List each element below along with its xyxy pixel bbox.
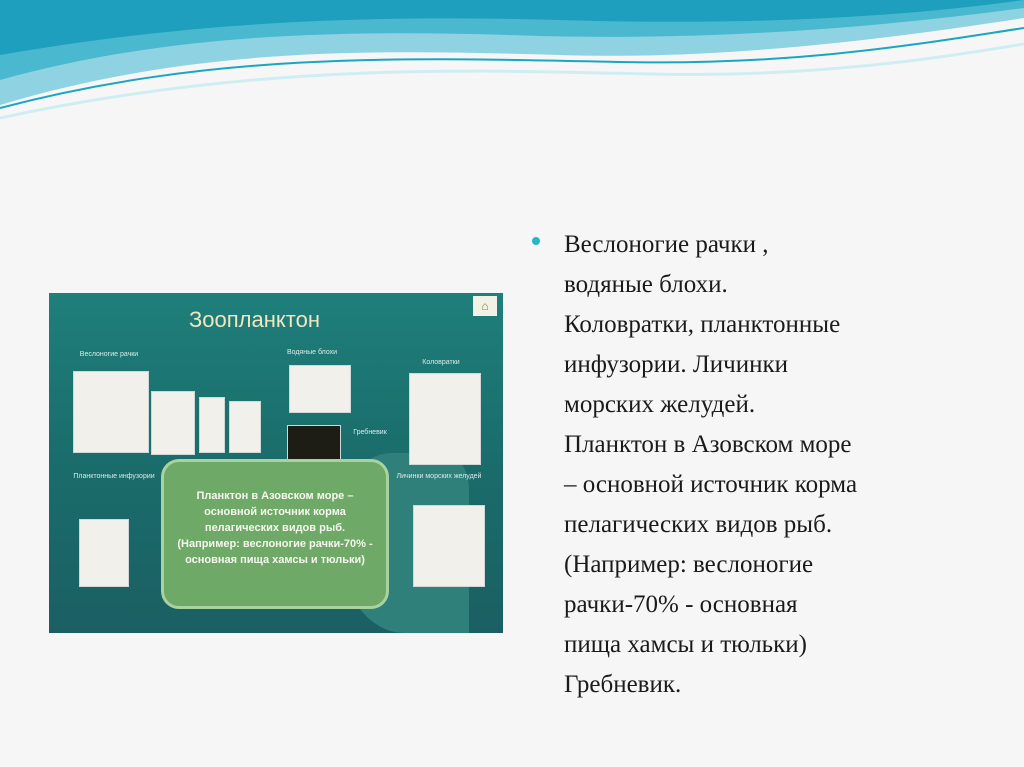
home-icon[interactable]: ⌂: [473, 296, 497, 316]
label-kolovratki: Коловратки: [422, 359, 460, 366]
bullet-icon: [532, 237, 540, 245]
copepod-picture-2: [151, 391, 195, 455]
bullet-list: [532, 225, 982, 705]
water-flea-picture: [289, 365, 351, 413]
bullet-text: Веслоногие рачки , водяные блохи. Коловратки, планктонные инфузории. Личинки морских желудей. Планктон в Азовском море – основной источник корма пелагических видов рыб. (Например: веслоногие рачки-70% - основная пища хамсы и тюльки) Гребневик.: [564, 231, 858, 698]
copepod-picture-4: [229, 401, 261, 453]
label-planktonnye: Планктонные инфузории: [73, 473, 155, 480]
label-veslonogie: Веслоногие рачки: [79, 351, 139, 358]
image-title: Зоопланктон: [189, 307, 320, 332]
barnacle-larva-picture: [413, 505, 485, 587]
copepod-picture: [73, 371, 149, 453]
label-lichinki: Личинки морских желудей: [396, 473, 482, 480]
label-vodyanye: Водяные блохи: [286, 349, 338, 356]
info-box-text: Планктон в Азовском море – основной источник корма пелагических видов рыб. (Например: веслоногие рачки-70% - основная пища хамсы и тюльки): [177, 490, 373, 566]
header-waves: [0, 0, 1024, 120]
label-grebnevik: Гребневик: [353, 429, 387, 436]
copepod-picture-3: [199, 397, 225, 453]
info-box: [161, 459, 389, 609]
infusoria-picture: [79, 519, 129, 587]
zooplankton-image: [49, 293, 503, 633]
rotifer-picture: [409, 373, 481, 465]
